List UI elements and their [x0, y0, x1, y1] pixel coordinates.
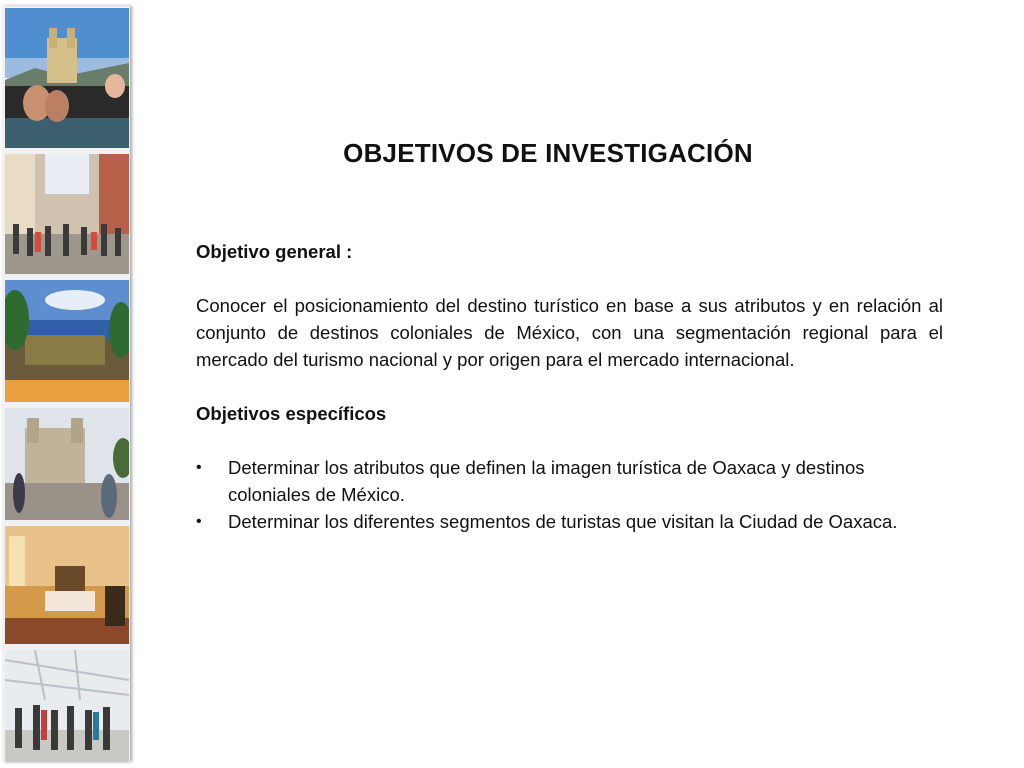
- bullet-icon: •: [196, 513, 202, 530]
- specific-objectives-heading: Objetivos específicos: [196, 403, 387, 424]
- slide-title: OBJETIVOS DE INVESTIGACIÓN: [343, 138, 753, 168]
- general-objective-text: Conocer el posicionamiento del destino turístico en base a sus atributos y en relación al conjunto de destinos coloniales de México, con una segmentación regional para el mercado del turismo nacional y por origen para el mercado internacional.: [196, 295, 943, 370]
- slide-body: [196, 238, 943, 535]
- photo-pedestrian-street: [5, 154, 129, 274]
- photo-courtyard-evening: [5, 280, 129, 402]
- list-item: [196, 508, 943, 535]
- list-item: [196, 454, 943, 508]
- photo-airport-terminal: [5, 650, 129, 762]
- list-item-text: Determinar los atributos que definen la imagen turística de Oaxaca y destinos coloniales de México.: [228, 457, 865, 505]
- photo-hotel-room: [5, 526, 129, 644]
- specific-objectives-list: [196, 454, 943, 535]
- list-item-text: Determinar los diferentes segmentos de turistas que visitan la Ciudad de Oaxaca.: [228, 511, 898, 532]
- bullet-icon: •: [196, 459, 202, 476]
- photo-strip: [2, 6, 130, 762]
- photo-church-plaza: [5, 408, 129, 520]
- general-objective-heading: Objetivo general :: [196, 241, 353, 262]
- photo-cathedral-rooftop-pool: [5, 8, 129, 148]
